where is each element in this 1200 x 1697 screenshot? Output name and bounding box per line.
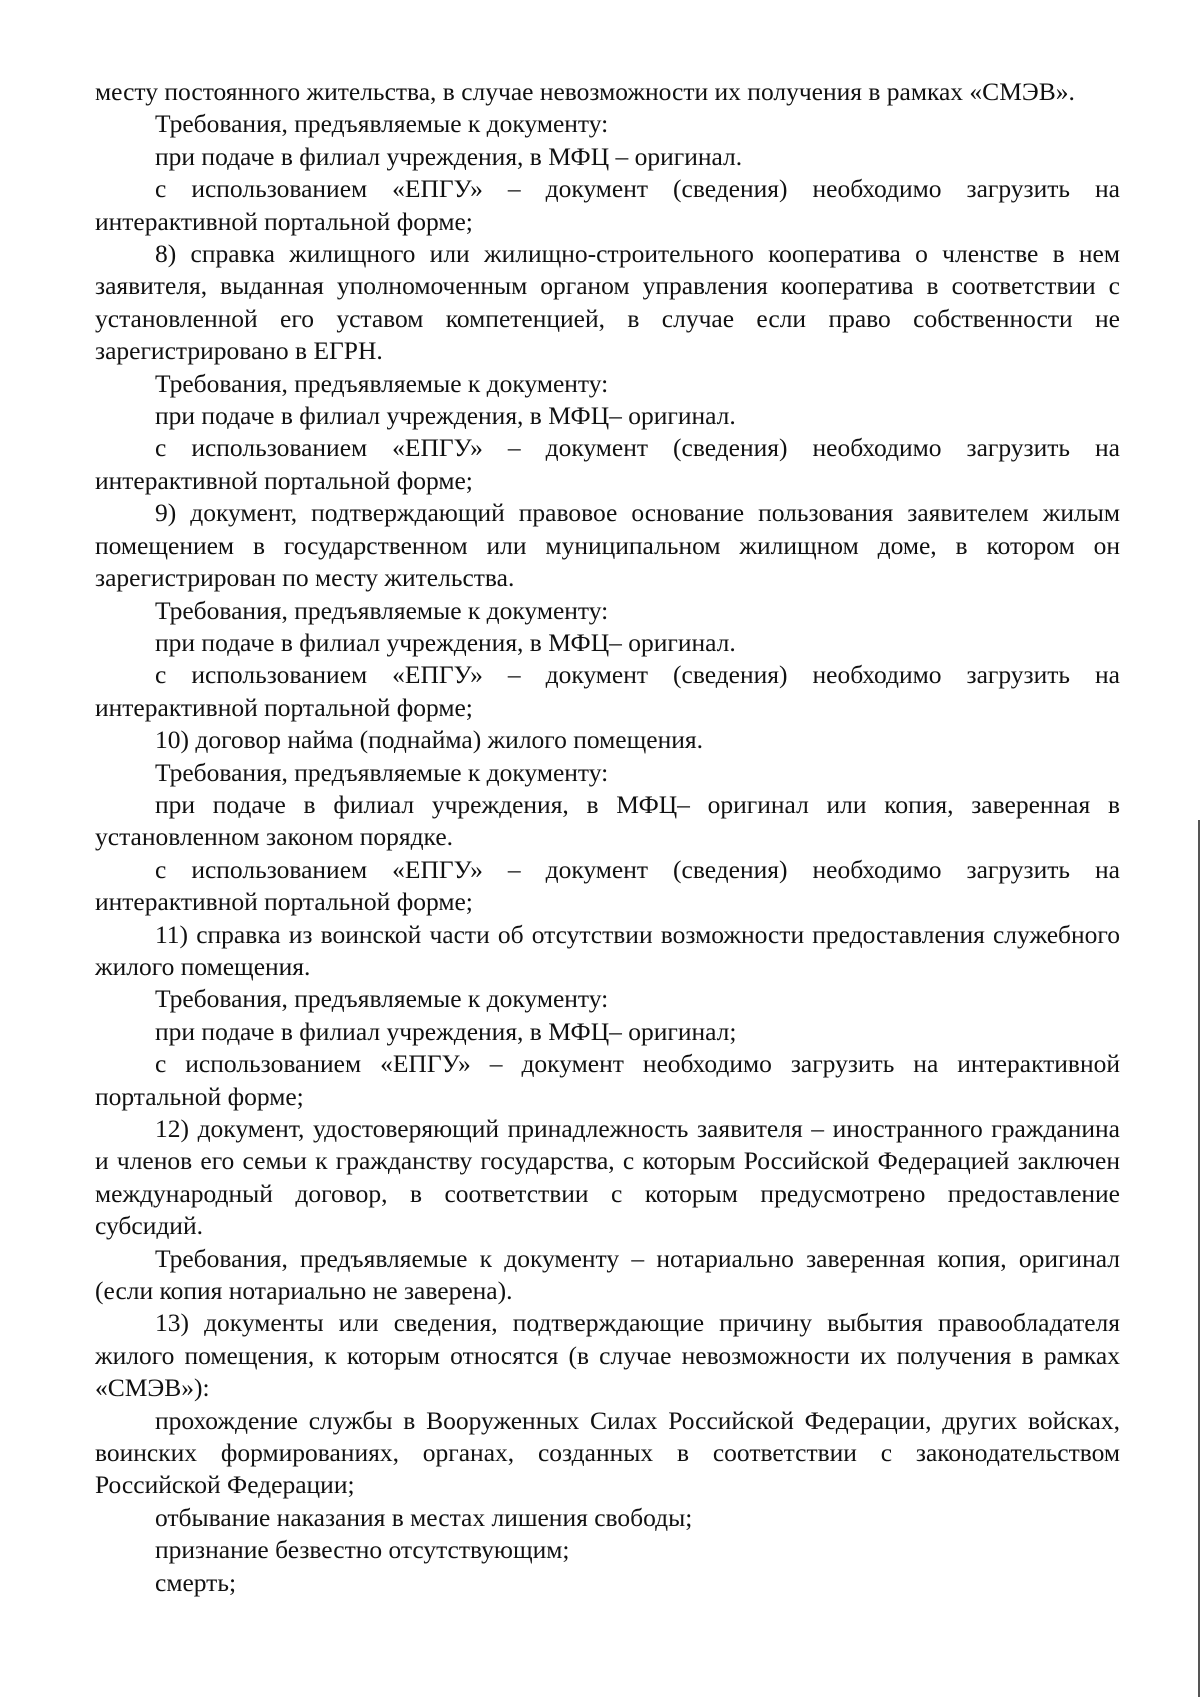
paragraph-requirements-notarized: Требования, предъявляемые к документу – нотариально заверенная копия, оригинал (если копия нотариально не заверена). <box>95 1243 1120 1306</box>
paragraph-submission-original: при подаче в филиал учреждения, в МФЦ– оригинал. <box>155 401 736 431</box>
paragraph-reason-military-service: прохождение службы в Вооруженных Силах Российской Федерации, других войсках, воинских формированиях, органах, созданных в соответствии с законодательством Российской Федерации; <box>95 1405 1120 1500</box>
paragraph-item-10: 10) договор найма (поднайма) жилого помещения. <box>155 725 703 755</box>
paragraph-epgu-upload: с использованием «ЕПГУ» – документ (сведения) необходимо загрузить на интерактивной портальной форме; <box>95 854 1120 917</box>
paragraph-item-11: 11) справка из воинской части об отсутствии возможности предоставления служебного жилого помещения. <box>95 919 1120 981</box>
paragraph-submission-original: при подаче в филиал учреждения, в МФЦ– оригинал; <box>155 1016 737 1046</box>
paragraph-epgu-upload: с использованием «ЕПГУ» – документ (сведения) необходимо загрузить на интерактивной портальной форме; <box>95 174 1120 236</box>
paragraph-item-13: 13) документы или сведения, подтверждающие причину выбытия правообладателя жилого помещения, к которым относятся (в случае невозможности их получения в рамках «СМЭВ»): <box>95 1308 1120 1403</box>
paragraph-reason-imprisonment: отбывание наказания в местах лишения свободы; <box>155 1502 693 1532</box>
paragraph-submission-original: при подаче в филиал учреждения, в МФЦ– оригинал. <box>155 627 736 657</box>
paragraph-requirements-heading: Требования, предъявляемые к документу: <box>155 984 609 1014</box>
paragraph-epgu-upload: с использованием «ЕПГУ» – документ (сведения) необходимо загрузить на интерактивной портальной форме; <box>95 433 1120 495</box>
document-body <box>95 76 1120 1599</box>
paragraph-item-12: 12) документ, удостоверяющий принадлежность заявителя – иностранного гражданина и членов его семьи к гражданству государства, с которым Российской Федерацией заключен международный договор, в соответствии с которым предусмотрено предоставление субсидий. <box>95 1114 1120 1241</box>
paragraph-requirements-heading: Требования, предъявляемые к документу: <box>155 757 609 787</box>
paragraph-requirements-heading: Требования, предъявляемые к документу: <box>155 595 609 625</box>
paragraph-continuation: месту постоянного жительства, в случае невозможности их получения в рамках «СМЭВ». <box>95 77 1075 106</box>
paragraph-reason-missing: признание безвестно отсутствующим; <box>155 1535 570 1565</box>
paragraph-item-9: 9) документ, подтверждающий правовое основание пользования заявителем жилым помещением в государственном или муниципальном жилищном доме, в котором он зарегистрирован по месту жительства. <box>95 498 1120 593</box>
paragraph-reason-death: смерть; <box>155 1567 237 1597</box>
paragraph-requirements-heading: Требования, предъявляемые к документу: <box>155 368 609 398</box>
paragraph-submission-original: при подаче в филиал учреждения, в МФЦ – оригинал. <box>155 141 743 171</box>
paragraph-requirements-heading: Требования, предъявляемые к документу: <box>155 109 609 139</box>
paragraph-item-8: 8) справка жилищного или жилищно-строительного кооператива о членстве в нем заявителя, выданная уполномоченным органом управления кооператива в соответствии с установленной его уставом компетенцией, в случае если право собственности не зарегистрировано в ЕГРН. <box>95 239 1120 366</box>
paragraph-epgu-upload: с использованием «ЕПГУ» – документ необходимо загрузить на интерактивной портальной форме; <box>95 1049 1120 1111</box>
paragraph-epgu-upload: с использованием «ЕПГУ» – документ (сведения) необходимо загрузить на интерактивной портальной форме; <box>95 660 1120 722</box>
paragraph-submission-original-or-copy: при подаче в филиал учреждения, в МФЦ– оригинал или копия, заверенная в установленном законом порядке. <box>95 789 1120 852</box>
